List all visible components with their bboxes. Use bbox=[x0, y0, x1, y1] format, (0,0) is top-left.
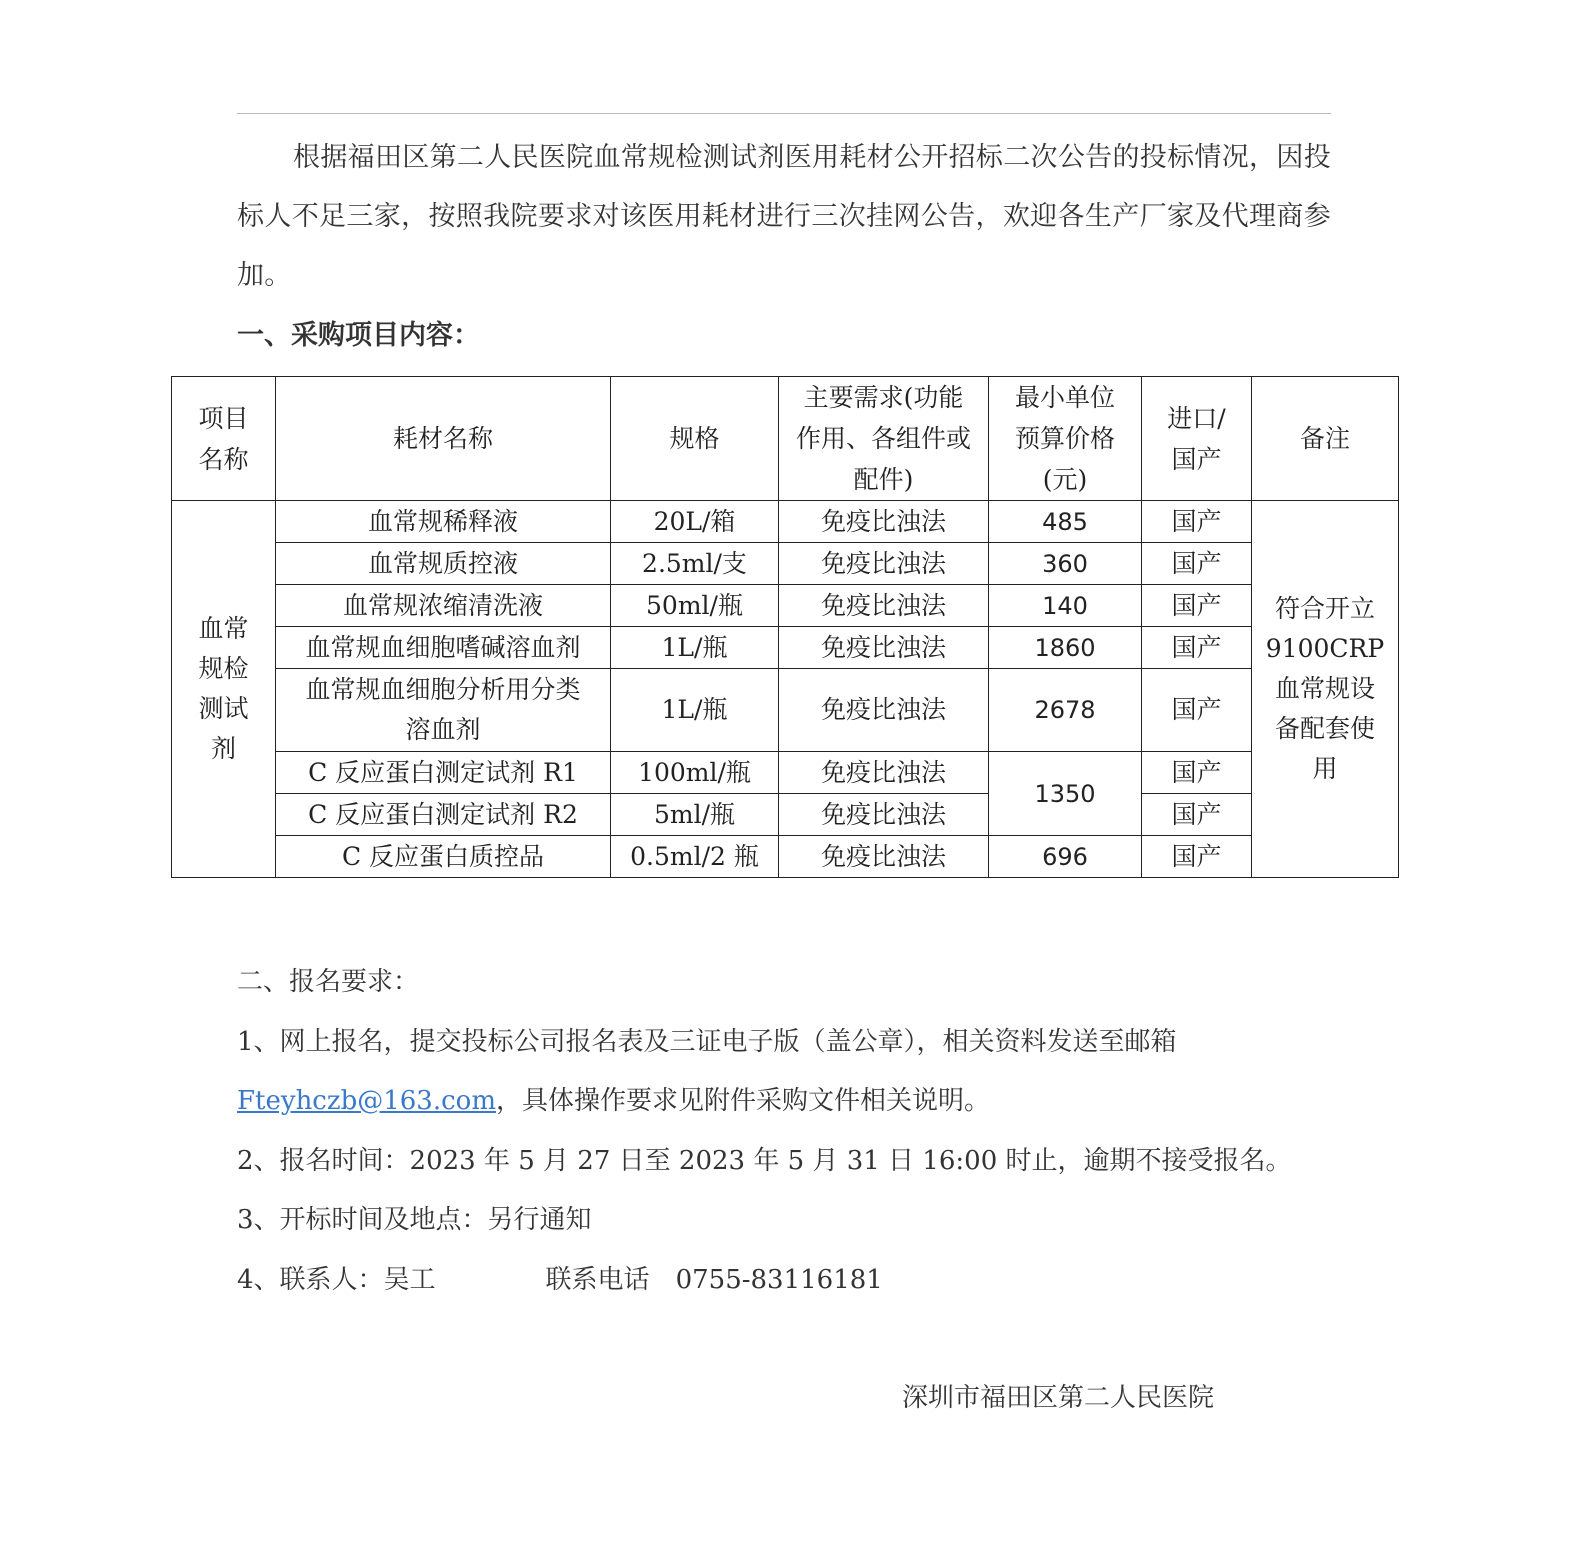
origin-cell: 国产 bbox=[1142, 752, 1252, 794]
requirement-item-1: 1、网上报名，提交投标公司报名表及三证电子版（盖公章），相关资料发送至邮箱 bbox=[237, 1026, 1177, 1057]
contact-person: 4、联系人：吴工 bbox=[237, 1264, 436, 1295]
material-name-cell: 血常规稀释液 bbox=[276, 501, 611, 543]
spec-cell: 5ml/瓶 bbox=[611, 794, 779, 836]
section-title-procurement: 一、采购项目内容： bbox=[237, 320, 480, 351]
requirement-cell: 免疫比浊法 bbox=[779, 543, 989, 585]
table-row bbox=[172, 627, 1399, 669]
origin-cell: 国产 bbox=[1142, 501, 1252, 543]
requirement-item-3: 3、开标时间及地点：另行通知 bbox=[237, 1205, 592, 1235]
material-name-cell: 血常规血细胞分析用分类 溶血剂 bbox=[276, 669, 611, 752]
intro-paragraph: 根据福田区第二人民医院血常规检测试剂医用耗材公开招标二次公告的投标情况，因投标人不足三家，按照我院要求对该医用耗材进行三次挂网公告，欢迎各生产厂家及代理商参加。 bbox=[237, 142, 1331, 291]
table-row bbox=[172, 669, 1399, 752]
remark-cell: 符合开立 9100CRP 血常规设 备配套使 用 bbox=[1252, 501, 1399, 878]
requirement-item-1-continued bbox=[237, 1072, 1331, 1132]
requirement-cell: 免疫比浊法 bbox=[779, 794, 989, 836]
header-material-name: 耗材名称 bbox=[276, 377, 611, 501]
spec-cell: 0.5ml/2 瓶 bbox=[611, 836, 779, 878]
material-name-cell: C 反应蛋白质控品 bbox=[276, 836, 611, 878]
origin-cell: 国产 bbox=[1142, 627, 1252, 669]
price-cell: 140 bbox=[989, 585, 1142, 627]
requirement-item-2: 2、报名时间：2023 年 5 月 27 日至 2023 年 5 月 31 日 16:00 时止，逾期不接受报名。 bbox=[237, 1145, 1292, 1176]
spec-cell: 20L/箱 bbox=[611, 501, 779, 543]
spec-cell: 1L/瓶 bbox=[611, 669, 779, 752]
requirement-item-4 bbox=[237, 1251, 1331, 1311]
phone-number: 0755-83116181 bbox=[675, 1264, 883, 1295]
spec-cell: 50ml/瓶 bbox=[611, 585, 779, 627]
header-budget-price: 最小单位 预算价格 (元) bbox=[989, 377, 1142, 501]
material-name-cell: 血常规血细胞嗜碱溶血剂 bbox=[276, 627, 611, 669]
table-row bbox=[172, 752, 1399, 794]
origin-cell: 国产 bbox=[1142, 543, 1252, 585]
material-name-cell: C 反应蛋白测定试剂 R1 bbox=[276, 752, 611, 794]
header-origin: 进口/ 国产 bbox=[1142, 377, 1252, 501]
requirement-cell: 免疫比浊法 bbox=[779, 627, 989, 669]
price-cell: 696 bbox=[989, 836, 1142, 878]
table-header-row bbox=[172, 377, 1399, 501]
requirement-cell: 免疫比浊法 bbox=[779, 669, 989, 752]
table-row bbox=[172, 501, 1399, 543]
origin-cell: 国产 bbox=[1142, 669, 1252, 752]
signature: 深圳市福田区第二人民医院 bbox=[902, 1383, 1215, 1413]
table-row bbox=[172, 836, 1399, 878]
price-cell: 1860 bbox=[989, 627, 1142, 669]
header-requirement: 主要需求(功能 作用、各组件或 配件) bbox=[779, 377, 989, 501]
requirement-item-1-tail: ，具体操作要求见附件采购文件相关说明。 bbox=[495, 1086, 990, 1116]
requirement-cell: 免疫比浊法 bbox=[779, 836, 989, 878]
table-row bbox=[172, 585, 1399, 627]
price-cell: 2678 bbox=[989, 669, 1142, 752]
requirement-cell: 免疫比浊法 bbox=[779, 752, 989, 794]
table-row bbox=[172, 543, 1399, 585]
header-spec: 规格 bbox=[611, 377, 779, 501]
requirement-cell: 免疫比浊法 bbox=[779, 501, 989, 543]
header-project-name: 项目 名称 bbox=[172, 377, 276, 501]
spec-cell: 2.5ml/支 bbox=[611, 543, 779, 585]
registration-section bbox=[237, 953, 1331, 1310]
header-divider bbox=[237, 113, 1331, 114]
material-name-cell: C 反应蛋白测定试剂 R2 bbox=[276, 794, 611, 836]
spec-cell: 100ml/瓶 bbox=[611, 752, 779, 794]
price-cell: 360 bbox=[989, 543, 1142, 585]
material-name-cell: 血常规浓缩清洗液 bbox=[276, 585, 611, 627]
origin-cell: 国产 bbox=[1142, 585, 1252, 627]
origin-cell: 国产 bbox=[1142, 794, 1252, 836]
origin-cell: 国产 bbox=[1142, 836, 1252, 878]
email-link[interactable]: Fteyhczb@163.com bbox=[237, 1086, 496, 1116]
table-row bbox=[172, 794, 1399, 836]
spec-cell: 1L/瓶 bbox=[611, 627, 779, 669]
requirement-cell: 免疫比浊法 bbox=[779, 585, 989, 627]
project-group-cell: 血常 规检 测试 剂 bbox=[172, 501, 276, 878]
header-remark: 备注 bbox=[1252, 377, 1399, 501]
section-title-registration: 二、报名要求： bbox=[237, 967, 420, 997]
price-cell: 485 bbox=[989, 501, 1142, 543]
material-name-cell: 血常规质控液 bbox=[276, 543, 611, 585]
procurement-table bbox=[171, 376, 1399, 878]
phone-label: 联系电话 bbox=[545, 1264, 650, 1295]
price-cell: 1350 bbox=[989, 752, 1142, 836]
